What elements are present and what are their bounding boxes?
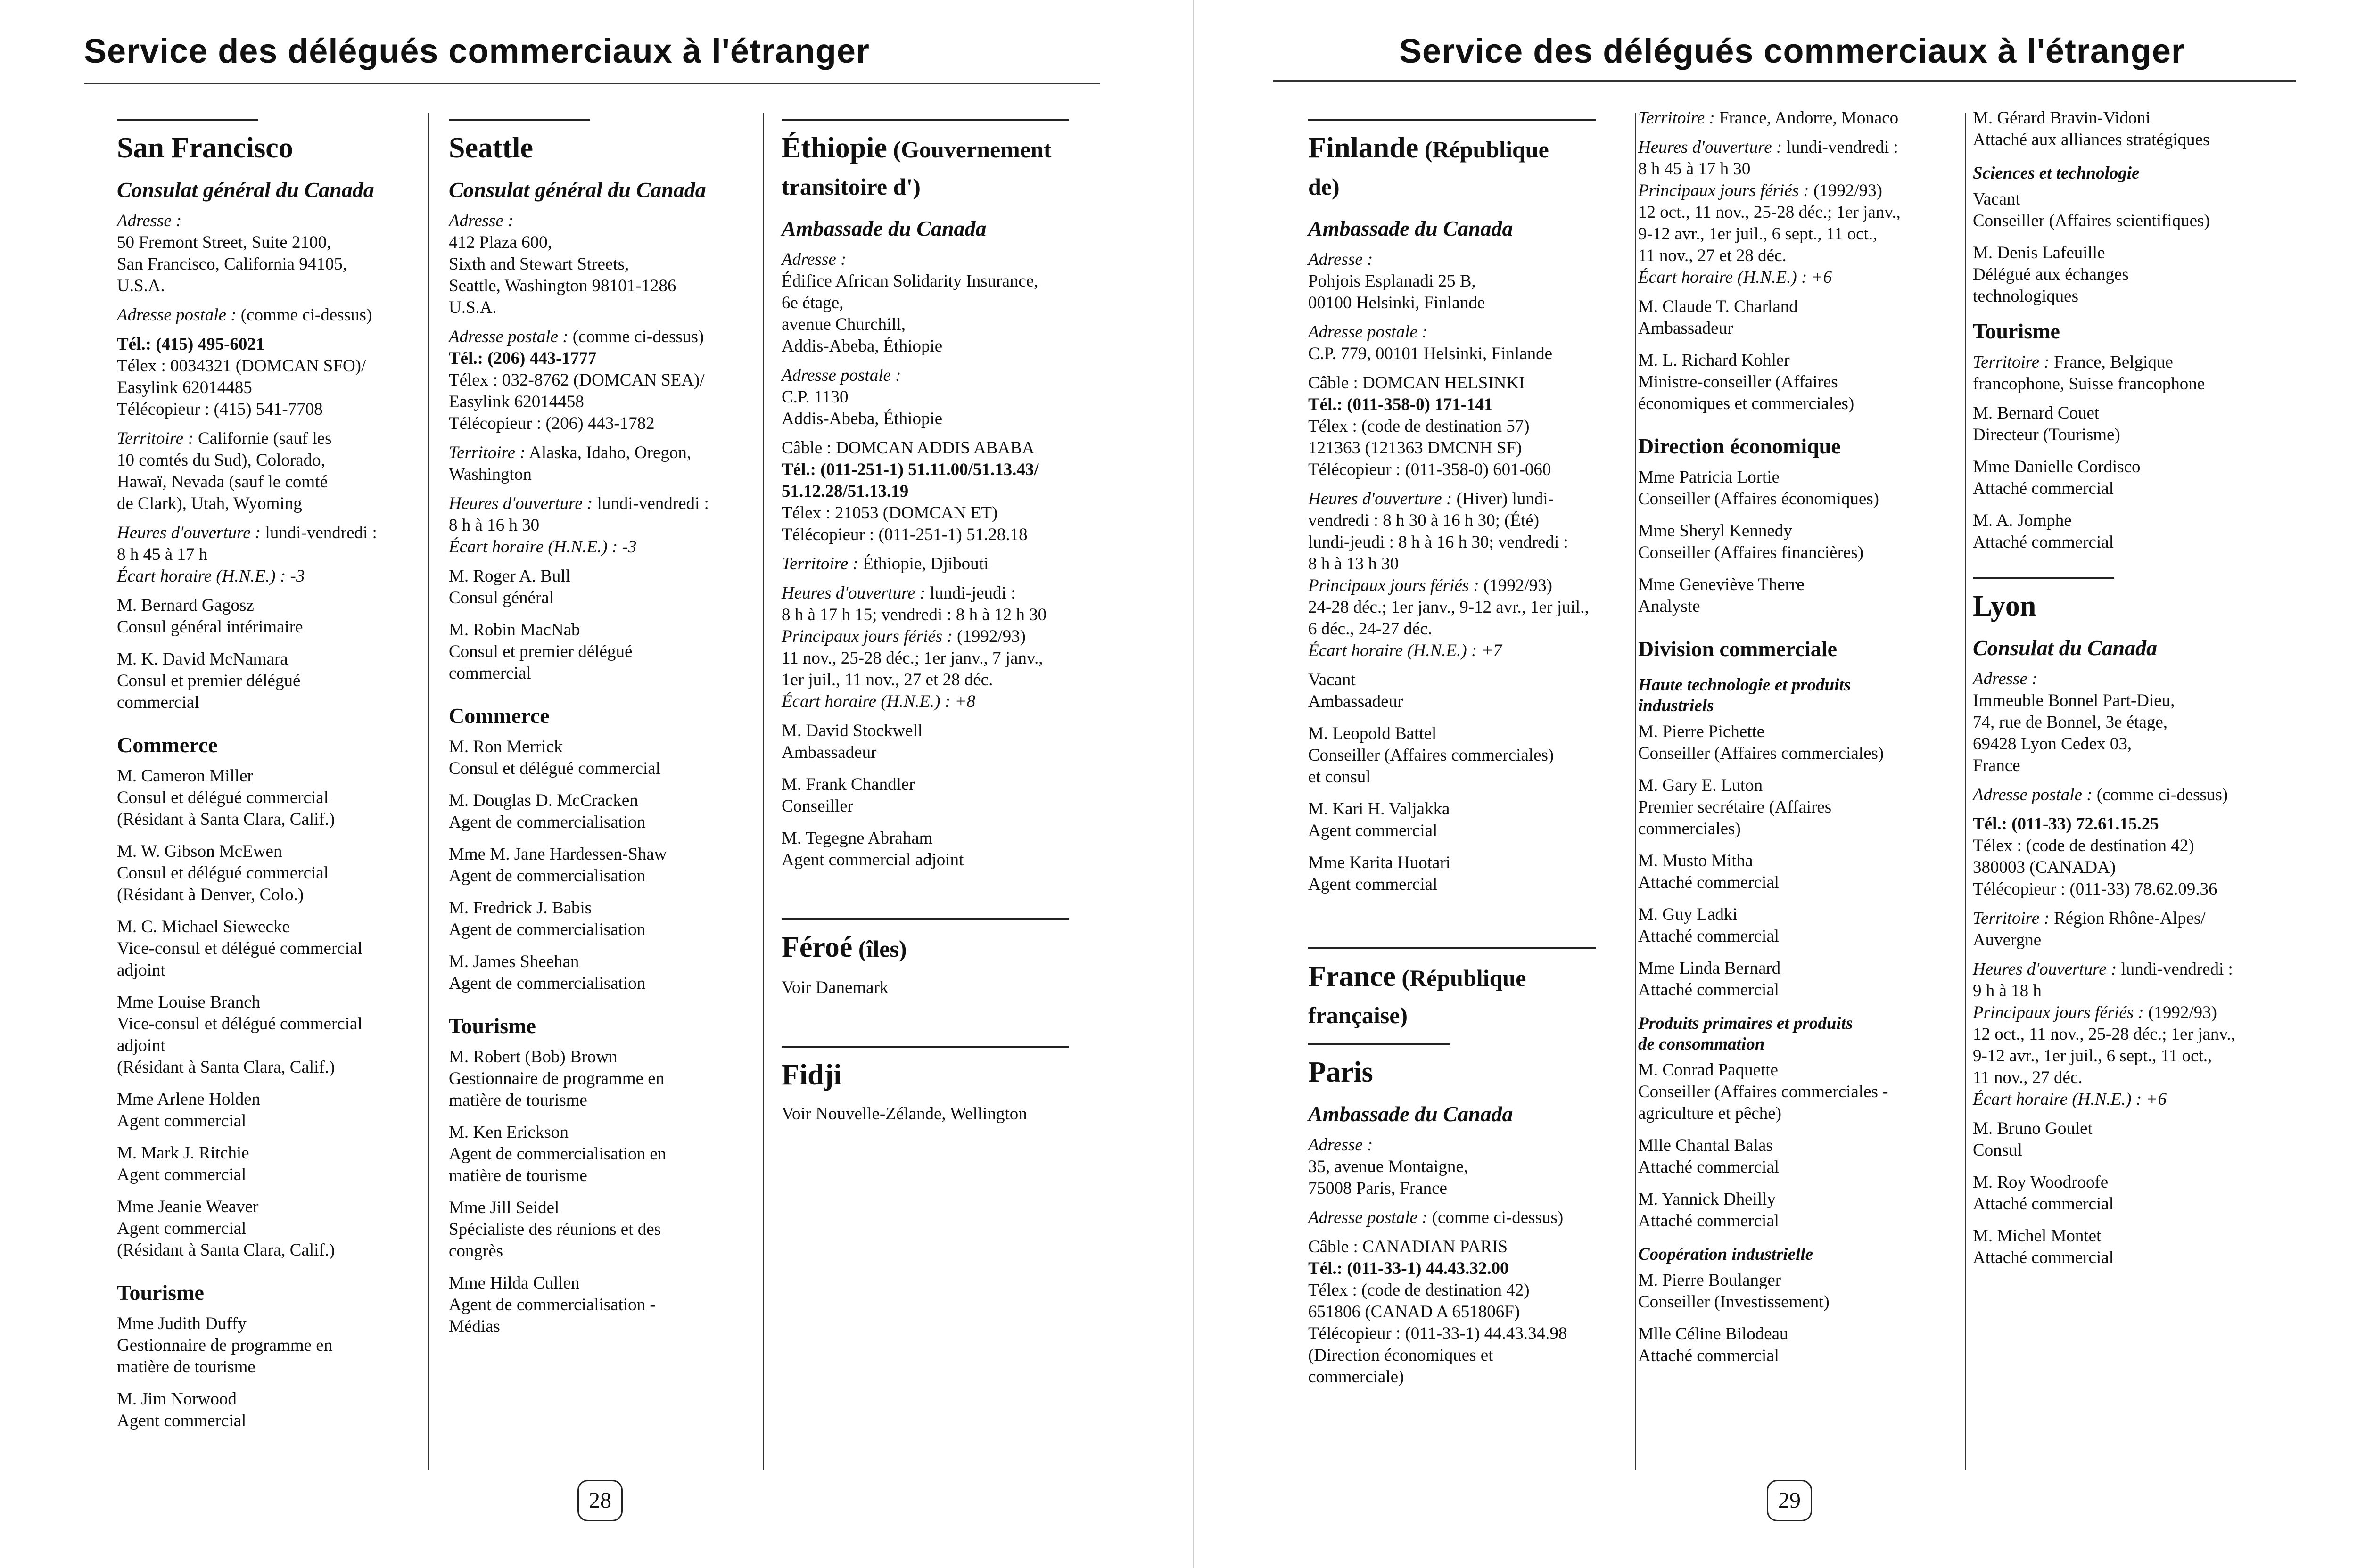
contact-block: Tél.: (011-33) 72.61.15.25 Télex : (code de destination 42) 380003 (CANADA) Télécopieur : (011-33) 78.62.09.36 [1973,814,2217,899]
country-heading: Féroé (îles) [782,931,907,963]
opening-hours: Heures d'ouverture : (Hiver) lundi- vendredi : 8 h 30 à 16 h 30; (Été) lundi-jeudi : 8 h à 16 h 30; vendredi : 8 h à 13 h 30 Principaux jours fériés : (1992/93) 24-28 déc.; 1er janv., 9-12 avr., 1er juil., 6 déc., 24-27 déc. Écart horaire (H.N.E.) : +7 [1308,489,1589,660]
page-number-left: 28 [577,1480,623,1521]
section-heading: Tourisme [117,1281,204,1305]
header-rule-right [1273,80,2296,82]
staff-entry: Mme M. Jane Hardessen-Shaw Agent de commercialisation [449,845,667,886]
staff-entry: M. A. Jomphe Attaché commercial [1973,511,2114,552]
staff-entry: M. Cameron Miller Consul et délégué commercial (Résidant à Santa Clara, Calif.) [117,766,335,829]
city-heading: Lyon [1973,590,2036,622]
page-header-right: Service des délégués commerciaux à l'étranger [1399,33,2185,70]
contact-block: Câble : DOMCAN HELSINKI Tél.: (011-358-0) 171-141 Télex : (code de destination 57) 121363 (121363 DMCNH SF) Télécopieur : (011-358-0) 601-060 [1308,373,1551,479]
staff-entry: M. Bernard Gagosz Consul général intérimaire [117,596,303,637]
staff-entry: M. Gérard Bravin-Vidoni Attaché aux alliances stratégiques [1973,108,2210,149]
staff-entry: Mme Hilda Cullen Agent de commercialisation - Médias [449,1273,656,1336]
staff-entry: M. Ken Erickson Agent de commercialisation en matière de tourisme [449,1123,667,1185]
header-rule-left [84,83,1100,84]
staff-entry: M. Robin MacNab Consul et premier délégué commercial [449,620,633,683]
subsection-heading: Coopération industrielle [1638,1245,1813,1264]
column-seattle [449,108,755,1348]
opening-hours: Heures d'ouverture : lundi-vendredi : 8 h 45 à 17 h 30 Principaux jours fériés : (1992/93) 12 oct., 11 nov., 25-28 déc.; 1er janv., 9-12 avr., 1er juil., 6 sept., 11 oct., 11 nov., 27 et 28 déc. Écart horaire (H.N.E.) : +6 [1638,138,1901,287]
territory: Territoire : France, Andorre, Monaco [1638,108,1899,128]
subsection-heading: Haute technologie et produits industriels [1638,675,1851,715]
staff-entry: Mme Jill Seidel Spécialiste des réunions et des congrès [449,1198,661,1261]
section-rule [449,119,590,121]
section-heading: Division commerciale [1638,637,1837,661]
staff-entry: M. Pierre Boulanger Conseiller (Investissement) [1638,1271,1830,1312]
staff-entry: M. Leopold Battel Conseiller (Affaires commerciales) et consul [1308,724,1554,787]
staff-entry: M. Yannick Dheilly Attaché commercial [1638,1190,1779,1231]
staff-entry: Mme Jeanie Weaver Agent commercial (Résidant à Santa Clara, Calif.) [117,1197,335,1260]
column-divider [1965,113,1966,1470]
page-header-left: Service des délégués commerciaux à l'étranger [84,33,870,70]
staff-entry: M. Frank Chandler Conseiller [782,775,915,816]
staff-entry: Vacant Conseiller (Affaires scientifiques) [1973,189,2210,230]
section-heading: Commerce [117,733,218,757]
column-divider [763,113,764,1470]
territory: Territoire : Éthiopie, Djibouti [782,554,989,574]
staff-entry: Mme Linda Bernard Attaché commercial [1638,959,1781,1000]
contact-block: Adresse postale : (comme ci-dessus) Tél.: (206) 443-1777 Télex : 032-8762 (DOMCAN SEA)/ Easylink 62014458 Télécopieur : (206) 443-1782 [449,327,705,433]
section-heading: Tourisme [1973,319,2060,343]
staff-entry: M. David Stockwell Ambassadeur [782,721,923,762]
page-gutter [1193,0,1194,1568]
staff-entry: M. L. Richard Kohler Ministre-conseiller (Affaires économiques et commerciales) [1638,351,1854,413]
country-heading: Éthiopie (Gouvernement transitoire d') [782,132,1052,200]
section-rule [1973,577,2114,579]
staff-entry: M. Roy Woodroofe Attaché commercial [1973,1173,2114,1214]
staff-entry: M. Guy Ladki Attaché commercial [1638,905,1779,946]
territory: Territoire : France, Belgique francophone, Suisse francophone [1973,353,2205,394]
staff-entry: M. Robert (Bob) Brown Gestionnaire de programme en matière de tourisme [449,1047,665,1110]
opening-hours: Heures d'ouverture : lundi-vendredi : 8 h à 16 h 30 Écart horaire (H.N.E.) : -3 [449,494,709,557]
staff-entry: Mme Karita Huotari Agent commercial [1308,853,1451,894]
column-divider [1635,113,1636,1470]
cross-reference: Voir Nouvelle-Zélande, Wellington [782,1104,1027,1124]
territory: Territoire : Alaska, Idaho, Oregon, Washington [449,443,692,484]
contact-block: Tél.: (415) 495-6021 Télex : 0034321 (DOMCAN SFO)/ Easylink 62014485 Télécopieur : (415) 541-7708 [117,335,366,419]
section-rule [1308,1043,1450,1045]
section-heading: Direction économique [1638,434,1841,458]
column-divider [428,113,429,1470]
office-name: Consulat du Canada [1973,636,2158,660]
address-block: Adresse : 50 Fremont Street, Suite 2100, San Francisco, California 94105, U.S.A. [117,211,347,296]
postal-address: Adresse postale : (comme ci-dessus) [1308,1208,1564,1227]
opening-hours: Heures d'ouverture : lundi-vendredi : 9 h à 18 h Principaux jours fériés : (1992/93) 12 oct., 11 nov., 25-28 déc.; 1er janv., 9-12 avr., 1er juil., 6 sept., 11 oct., 11 nov., 27 déc. Écart horaire (H.N.E.) : +6 [1973,960,2235,1109]
staff-entry: M. K. David McNamara Consul et premier délégué commercial [117,649,301,712]
column-san-francisco [117,108,419,1442]
staff-entry: M. Roger A. Bull Consul général [449,566,570,607]
staff-entry: M. Michel Montet Attaché commercial [1973,1226,2114,1267]
city-heading: Seattle [449,132,534,164]
staff-entry: M. Bruno Goulet Consul [1973,1119,2093,1160]
city-heading: Paris [1308,1056,1373,1088]
staff-entry: M. Ron Merrick Consul et délégué commercial [449,737,660,778]
page-number-right: 29 [1767,1480,1812,1521]
staff-entry: Mme Judith Duffy Gestionnaire de programme en matière de tourisme [117,1314,333,1377]
office-name: Consulat général du Canada [117,178,374,202]
section-rule [117,119,258,121]
staff-entry: M. C. Michael Siewecke Vice-consul et délégué commercial adjoint [117,917,363,980]
column-lyon [1973,107,2298,1279]
office-name: Consulat général du Canada [449,178,706,202]
contact-block: Câble : DOMCAN ADDIS ABABA Tél.: (011-251-1) 51.11.00/51.13.43/ 51.12.28/51.13.19 Télex : 21053 (DOMCAN ET) Télécopieur : (011-251-1) 51.28.18 [782,438,1039,544]
subsection-heading: Produits primaires et produits de consommation [1638,1014,1853,1054]
staff-entry: M. W. Gibson McEwen Consul et délégué commercial (Résidant à Denver, Colo.) [117,842,329,904]
country-heading: Finlande (République de) [1308,132,1549,200]
section-heading: Tourisme [449,1014,536,1038]
postal-address: Adresse postale : (comme ci-dessus) [1973,785,2228,805]
column-finlande-france [1308,108,1629,1396]
column-ethiopie [782,108,1083,1133]
staff-entry: M. Pierre Pichette Conseiller (Affaires commerciales) [1638,722,1884,763]
country-heading: France (République française) [1308,961,1526,1028]
staff-entry: M. Denis Lafeuille Délégué aux échanges technologiques [1973,243,2129,306]
staff-entry: M. Fredrick J. Babis Agent de commercialisation [449,898,646,939]
staff-entry: Vacant Ambassadeur [1308,670,1403,711]
staff-entry: M. Kari H. Valjakka Agent commercial [1308,799,1450,840]
staff-entry: Mlle Céline Bilodeau Attaché commercial [1638,1324,1788,1365]
postal-address: Adresse postale : C.P. 779, 00101 Helsinki, Finlande [1308,322,1553,363]
office-name: Ambassade du Canada [1308,216,1513,240]
subsection-heading: Sciences et technologie [1973,164,2140,183]
office-name: Ambassade du Canada [1308,1102,1513,1126]
staff-entry: M. Bernard Couet Directeur (Tourisme) [1973,403,2120,444]
staff-entry: Mme Louise Branch Vice-consul et délégué commercial adjoint (Résidant à Santa Clara, Calif.) [117,993,363,1077]
staff-entry: M. Douglas D. McCracken Agent de commercialisation [449,791,646,832]
address-block: Adresse : 35, avenue Montaigne, 75008 Paris, France [1308,1135,1468,1198]
country-heading: Fidji [782,1059,842,1091]
postal-address: Adresse postale : (comme ci-dessus) [117,305,372,325]
section-rule [782,1046,1069,1048]
office-name: Ambassade du Canada [782,216,987,240]
staff-entry: Mme Geneviève Therre Analyste [1638,575,1805,616]
postal-address: Adresse postale : C.P. 1130 Addis-Abeba, Éthiopie [782,366,943,428]
opening-hours: Heures d'ouverture : lundi-jeudi : 8 h à 17 h 15; vendredi : 8 h à 12 h 30 Principaux jours fériés : (1992/93) 11 nov., 25-28 déc.; 1er janv., 7 janv., 1er juil., 11 nov., 27 et 28 déc. Écart horaire (H.N.E.) : +8 [782,583,1047,711]
staff-entry: Mme Arlene Holden Agent commercial [117,1090,261,1131]
address-block: Adresse : Édifice African Solidarity Insurance, 6e étage, avenue Churchill, Addis-Abeba, Éthiopie [782,250,1038,356]
address-block: Adresse : Immeuble Bonnel Part-Dieu, 74, rue de Bonnel, 3e étage, 69428 Lyon Cedex 03, France [1973,669,2175,775]
territory: Territoire : Californie (sauf les 10 comtés du Sud), Colorado, Hawaï, Nevada (sauf le comté de Clark), Utah, Wyoming [117,429,332,513]
staff-entry: Mme Sheryl Kennedy Conseiller (Affaires financières) [1638,521,1864,562]
staff-entry: Mlle Chantal Balas Attaché commercial [1638,1136,1779,1177]
staff-entry: M. Claude T. Charland Ambassadeur [1638,297,1798,338]
address-block: Adresse : 412 Plaza 600, Sixth and Stewart Streets, Seattle, Washington 98101-1286 U.S.A. [449,211,676,317]
section-rule [782,119,1069,121]
section-rule [782,918,1069,920]
cross-reference: Voir Danemark [782,978,889,997]
staff-entry: Mme Patricia Lortie Conseiller (Affaires économiques) [1638,468,1879,509]
staff-entry: M. Conrad Paquette Conseiller (Affaires commerciales - agriculture et pêche) [1638,1060,1888,1123]
staff-entry: M. Jim Norwood Agent commercial [117,1389,247,1430]
staff-entry: Mme Danielle Cordisco Attaché commercial [1973,457,2141,498]
address-block: Adresse : Pohjois Esplanadi 25 B, 00100 Helsinki, Finlande [1308,250,1485,312]
contact-block: Câble : CANADIAN PARIS Tél.: (011-33-1) 44.43.32.00 Télex : (code de destination 42) 651806 (CANAD A 651806F) Télécopieur : (011-33-1) 44.43.34.98 (Direction économiques et commerciale) [1308,1237,1567,1387]
staff-entry: M. Musto Mitha Attaché commercial [1638,851,1779,892]
city-heading: San Francisco [117,132,293,164]
column-paris-continued [1638,107,1959,1377]
staff-entry: M. Tegegne Abraham Agent commercial adjoint [782,829,964,870]
section-heading: Commerce [449,704,550,728]
staff-entry: M. Mark J. Ritchie Agent commercial [117,1143,249,1184]
section-rule [1308,119,1596,121]
section-rule [1308,947,1596,949]
staff-entry: M. James Sheehan Agent de commercialisation [449,952,646,993]
staff-entry: M. Gary E. Luton Premier secrétaire (Affaires commerciales) [1638,776,1832,838]
territory: Territoire : Région Rhône-Alpes/ Auvergne [1973,909,2206,950]
opening-hours: Heures d'ouverture : lundi-vendredi : 8 h 45 à 17 h Écart horaire (H.N.E.) : -3 [117,523,377,586]
